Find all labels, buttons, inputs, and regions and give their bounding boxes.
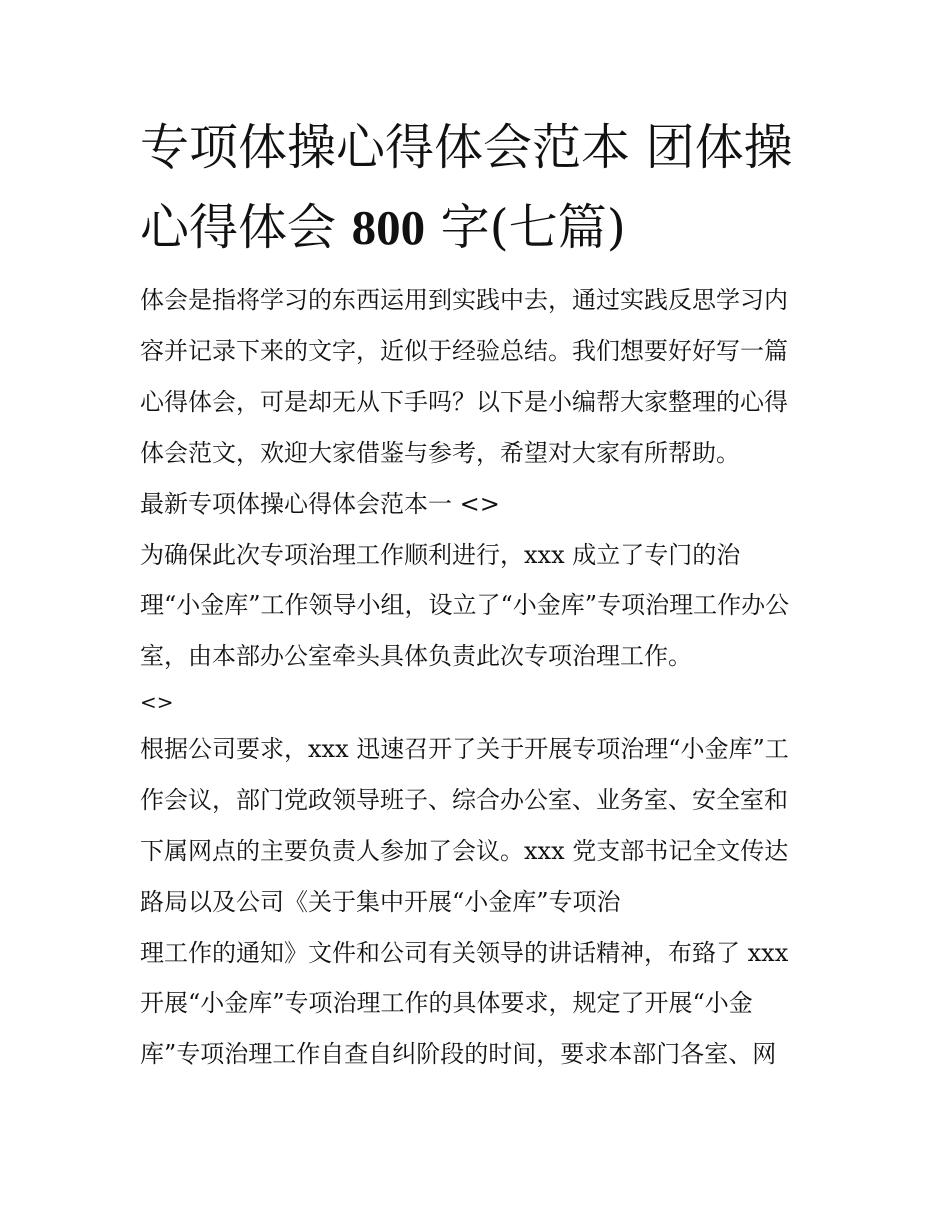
title-line-2-suffix: 字(七篇) — [425, 199, 626, 256]
body-line: 容并记录下来的文字，近似于经验总结。我们想要好好写一篇 — [140, 337, 788, 365]
body-line: 下属网点的主要负责人参加了会议。xxx 党支部书记全文传达 — [140, 837, 789, 865]
body-line: 心得体会，可是却无从下手吗？以下是小编帮大家整理的心得 — [140, 388, 788, 416]
body-line: 根据公司要求，xxx 迅速召开了关于开展专项治理“小金库”工 — [140, 735, 789, 763]
body-line: 理“小金库”工作领导小组，设立了“小金库”专项治理工作办公 — [140, 591, 790, 619]
document-title — [140, 108, 830, 268]
title-line-2-text: 心得体会 — [140, 199, 352, 256]
title-line-1: 专项体操心得体会范本 团体操 — [140, 119, 793, 176]
body-line: 库”专项治理工作自查自纠阶段的时间，要求本部门各室、网 — [140, 1040, 777, 1068]
body-line: 体会是指将学习的东西运用到实践中去，通过实践反思学习内 — [140, 286, 788, 314]
body-line: 路局以及公司《关于集中开展“小金库”专项治 — [140, 888, 621, 916]
body-line-marker: <> — [140, 690, 174, 714]
body-line: 理工作的通知》文件和公司有关领导的讲话精神，布臵了 xxx — [140, 939, 789, 967]
body-line: 室，由本部办公室牵头具体负责此次专项治理工作。 — [140, 642, 692, 670]
section-heading: 最新专项体操心得体会范本一 <> — [140, 490, 500, 518]
body-line: 作会议，部门党政领导班子、综合办公室、业务室、安全室和 — [140, 786, 788, 814]
body-line: 为确保此次专项治理工作顺利进行，xxx 成立了专门的治 — [140, 541, 741, 569]
title-number: 800 — [351, 200, 426, 255]
body-line: 开展“小金库”专项治理工作的具体要求，规定了开展“小金 — [140, 989, 753, 1017]
body-line: 体会范文，欢迎大家借鉴与参考，希望对大家有所帮助。 — [140, 439, 740, 467]
